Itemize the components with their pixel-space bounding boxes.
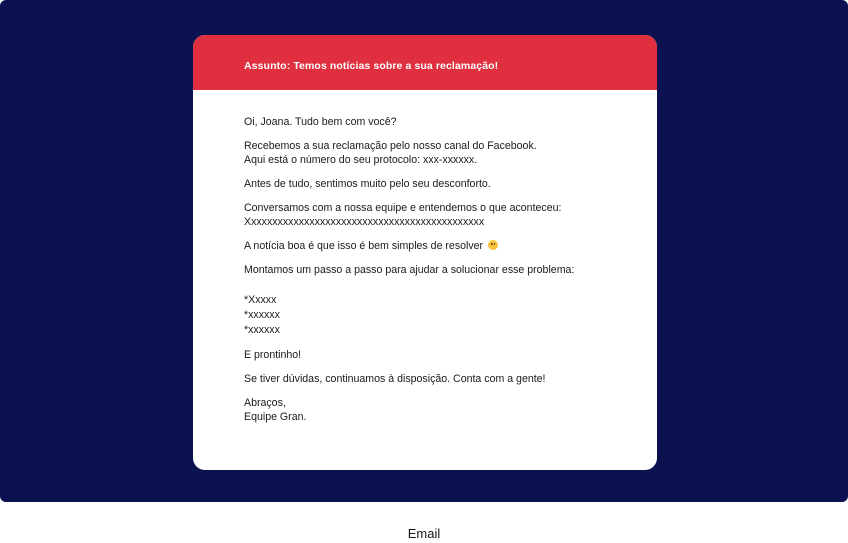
email-subject: Assunto: Temos notícias sobre a sua reclamação!	[244, 59, 499, 72]
list-item: *Xxxxx	[244, 294, 277, 306]
good-news-text: A notícia boa é que isso é bem simples de resolver	[244, 240, 484, 252]
list-item: *xxxxxx	[244, 324, 280, 336]
doubts-paragraph	[244, 372, 617, 386]
greeting-paragraph	[244, 115, 617, 129]
email-card	[193, 35, 657, 470]
greeting-text: Oi, Joana. Tudo bem com você?	[244, 116, 397, 128]
team-text: Conversamos com a nossa equipe e entendemos o que aconteceu:	[244, 202, 562, 214]
steps-list	[244, 293, 617, 338]
doubts-text: Se tiver dúvidas, continuamos à disposição. Conta com a gente!	[244, 373, 546, 385]
smiling-face-icon	[488, 240, 498, 250]
good-news-paragraph	[244, 239, 617, 253]
received-paragraph	[244, 139, 617, 167]
received-text: Recebemos a sua reclamação pelo nosso canal do Facebook.	[244, 140, 537, 152]
email-header	[193, 35, 657, 90]
email-body	[193, 90, 657, 424]
apology-text: Antes de tudo, sentimos muito pelo seu desconforto.	[244, 178, 491, 190]
signature-text: Equipe Gran.	[244, 411, 307, 423]
steps-intro-text: Montamos um passo a passo para ajudar a solucionar esse problema:	[244, 264, 575, 276]
signoff-text: Abraços,	[244, 397, 286, 409]
done-paragraph	[244, 348, 617, 362]
protocol-text: Aqui está o número do seu protocolo: xxx-xxxxxx.	[244, 154, 478, 166]
issue-placeholder-text: Xxxxxxxxxxxxxxxxxxxxxxxxxxxxxxxxxxxxxxxxxxxxx	[244, 216, 485, 228]
image-caption: Email	[407, 526, 441, 541]
team-paragraph	[244, 201, 617, 229]
steps-intro-paragraph	[244, 263, 617, 277]
signoff-paragraph	[244, 396, 617, 424]
apology-paragraph	[244, 177, 617, 191]
list-item: *xxxxxx	[244, 309, 280, 321]
done-text: E prontinho!	[244, 349, 302, 361]
